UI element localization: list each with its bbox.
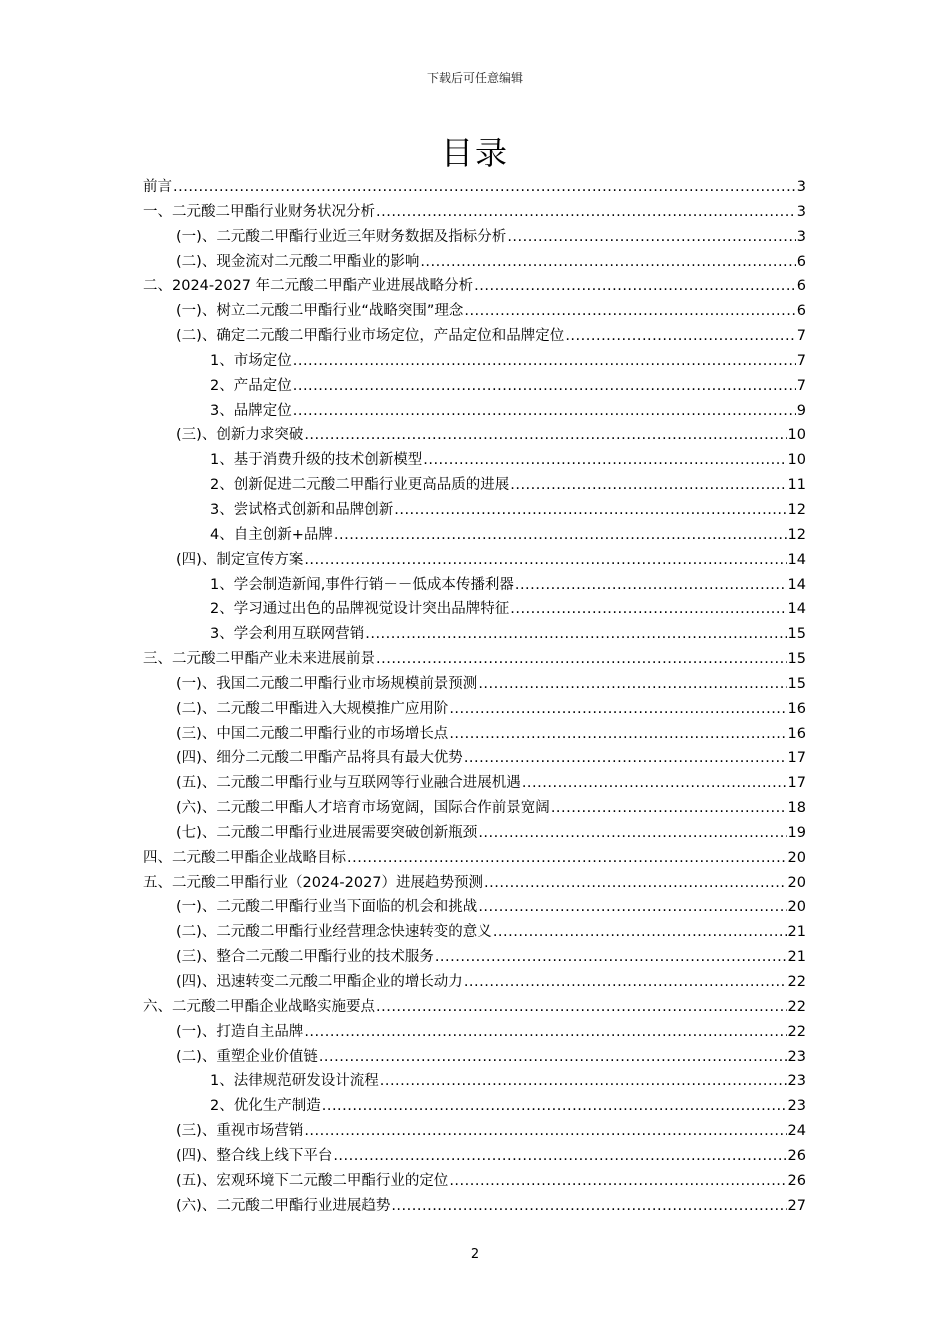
- toc-entry[interactable]: [143, 697, 806, 722]
- toc-entry-page: 22: [787, 998, 806, 1015]
- toc-dot-leader: [304, 1119, 786, 1144]
- toc-entry-page: 15: [787, 626, 806, 643]
- toc-entry-page: 16: [787, 725, 806, 742]
- toc-entry[interactable]: [143, 871, 806, 896]
- toc-entry-page: 6: [796, 303, 806, 320]
- toc-entry[interactable]: [143, 1020, 806, 1045]
- toc-entry-title: (五)、宏观环境下二元酸二甲酯行业的定位: [176, 1172, 449, 1189]
- toc-entry-title: 五、二元酸二甲酯行业（2024-2027）进展趋势预测: [143, 874, 484, 891]
- toc-dot-leader: [507, 225, 795, 250]
- toc-entry-page: 23: [787, 1073, 806, 1090]
- toc-entry[interactable]: [143, 399, 806, 424]
- toc-entry-page: 17: [787, 750, 806, 767]
- toc-entry[interactable]: [143, 846, 806, 871]
- toc-entry-page: 20: [787, 899, 806, 916]
- page-number: 2: [470, 1247, 480, 1262]
- toc-dot-leader: [515, 573, 787, 598]
- toc-entry-page: 19: [787, 824, 806, 841]
- toc-dot-leader: [334, 523, 787, 548]
- toc-dot-leader: [464, 970, 787, 995]
- toc-entry-page: 15: [787, 675, 806, 692]
- toc-entry-title: (三)、重视市场营销: [176, 1123, 304, 1140]
- toc-dot-leader: [304, 1020, 786, 1045]
- toc-dot-leader: [510, 473, 786, 498]
- toc-entry[interactable]: [143, 274, 806, 299]
- toc-entry[interactable]: [143, 1045, 806, 1070]
- toc-dot-leader: [333, 1144, 786, 1169]
- toc-entry-page: 7: [796, 328, 806, 345]
- toc-entry-page: 12: [787, 501, 806, 518]
- toc-entry-title: 3、学会利用互联网营销: [210, 626, 365, 643]
- toc-dot-leader: [474, 274, 796, 299]
- toc-entry-page: 24: [787, 1123, 806, 1140]
- toc-entry-page: 11: [787, 477, 806, 494]
- toc-entry-title: 2、优化生产制造: [210, 1098, 321, 1115]
- toc-dot-leader: [464, 746, 787, 771]
- toc-entry-title: 一、二元酸二甲酯行业财务状况分析: [143, 203, 375, 220]
- toc-entry-page: 17: [787, 775, 806, 792]
- toc-entry-title: 前言: [143, 179, 172, 195]
- toc-entry-page: 20: [787, 874, 806, 891]
- toc-entry[interactable]: [143, 523, 806, 548]
- toc-entry-page: 3: [796, 179, 806, 195]
- toc-entry-page: 23: [787, 1098, 806, 1115]
- toc-entry-title: 4、自主创新+品牌: [210, 526, 333, 543]
- toc-entry[interactable]: [143, 821, 806, 846]
- toc-dot-leader: [435, 945, 787, 970]
- toc-dot-leader: [319, 1045, 787, 1070]
- toc-dot-leader: [322, 1094, 787, 1119]
- toc-dot-leader: [565, 324, 795, 349]
- toc-entry-title: 3、尝试格式创新和品牌创新: [210, 501, 394, 518]
- toc-dot-leader: [304, 548, 786, 573]
- toc-dot-leader: [365, 622, 786, 647]
- toc-entry-title: 三、二元酸二甲酯产业未来进展前景: [143, 651, 375, 668]
- toc-entry-page: 21: [787, 924, 806, 941]
- toc-entry-page: 22: [787, 974, 806, 990]
- toc-entry[interactable]: [143, 771, 806, 796]
- toc-entry-page: 14: [787, 576, 806, 593]
- toc-entry-title: (三)、中国二元酸二甲酯行业的市场增长点: [176, 725, 449, 742]
- toc-entry-title: 2、产品定位: [210, 377, 292, 394]
- toc-entry[interactable]: [143, 622, 806, 647]
- toc-entry-page: 20: [787, 849, 806, 866]
- toc-dot-leader: [449, 1169, 786, 1194]
- toc-entry-title: 四、二元酸二甲酯企业战略目标: [143, 849, 346, 866]
- toc-entry[interactable]: [143, 1169, 806, 1194]
- toc-entry-title: 2、创新促进二元酸二甲酯行业更高品质的进展: [210, 477, 510, 494]
- toc-entry-page: 26: [787, 1147, 806, 1164]
- toc-dot-leader: [173, 175, 796, 200]
- toc-entry-page: 14: [787, 601, 806, 618]
- toc-dot-leader: [304, 423, 786, 448]
- toc-entry[interactable]: [143, 200, 806, 225]
- toc-entry-page: 27: [787, 1197, 806, 1214]
- table-of-contents: [143, 175, 806, 1218]
- toc-entry-title: 二、2024-2027 年二元酸二甲酯产业进展战略分析: [143, 278, 474, 295]
- toc-entry-title: (四)、细分二元酸二甲酯产品将具有最大优势: [176, 750, 463, 767]
- toc-dot-leader: [484, 871, 787, 896]
- toc-dot-leader: [394, 498, 786, 523]
- toc-entry-page: 22: [787, 1023, 806, 1040]
- toc-entry-title: (六)、二元酸二甲酯行业进展趋势: [176, 1197, 391, 1214]
- toc-entry-title: (二)、重塑企业价值链: [176, 1048, 318, 1065]
- toc-entry-title: (一)、树立二元酸二甲酯行业“战略突围”理念: [176, 303, 464, 320]
- toc-dot-leader: [478, 895, 786, 920]
- toc-entry-page: 15: [787, 651, 806, 668]
- toc-entry-title: 六、二元酸二甲酯企业战略实施要点: [143, 998, 375, 1015]
- toc-dot-leader: [449, 697, 786, 722]
- toc-dot-leader: [347, 846, 787, 871]
- toc-entry[interactable]: [143, 175, 806, 200]
- toc-entry-title: (二)、二元酸二甲酯进入大规模推广应用阶: [176, 700, 449, 717]
- toc-entry-page: 7: [796, 377, 806, 394]
- toc-entry[interactable]: [143, 423, 806, 448]
- toc-entry[interactable]: [143, 1094, 806, 1119]
- toc-entry[interactable]: [143, 995, 806, 1020]
- toc-dot-leader: [380, 1069, 787, 1094]
- toc-dot-leader: [510, 597, 786, 622]
- toc-entry-page: 3: [796, 203, 806, 220]
- toc-entry-title: (五)、二元酸二甲酯行业与互联网等行业融合进展机遇: [176, 775, 521, 792]
- toc-entry-title: 1、学会制造新闻,事件行销－－低成本传播利器: [210, 576, 514, 593]
- toc-entry-title: (三)、创新力求突破: [176, 427, 304, 444]
- toc-entry[interactable]: [143, 945, 806, 970]
- toc-entry-title: (一)、打造自主品牌: [176, 1023, 304, 1040]
- toc-entry[interactable]: [143, 1144, 806, 1169]
- toc-entry-page: 10: [787, 427, 806, 444]
- toc-entry-page: 6: [796, 253, 806, 270]
- toc-entry[interactable]: [143, 250, 806, 275]
- toc-entry[interactable]: [143, 920, 806, 945]
- toc-entry-page: 10: [787, 452, 806, 469]
- header-note: 下载后可任意编辑: [426, 71, 523, 85]
- toc-entry-page: 9: [796, 402, 806, 419]
- toc-entry[interactable]: [143, 374, 806, 399]
- toc-entry-title: (七)、二元酸二甲酯行业进展需要突破创新瓶颈: [176, 824, 478, 841]
- toc-entry-page: 26: [787, 1172, 806, 1189]
- toc-entry[interactable]: [143, 225, 806, 250]
- toc-entry-title: (四)、迅速转变二元酸二甲酯企业的增长动力: [176, 974, 463, 990]
- toc-dot-leader: [376, 647, 787, 672]
- toc-entry[interactable]: [143, 647, 806, 672]
- toc-entry[interactable]: [143, 895, 806, 920]
- toc-dot-leader: [293, 374, 796, 399]
- toc-entry-page: 3: [796, 228, 806, 245]
- toc-entry-title: (三)、整合二元酸二甲酯行业的技术服务: [176, 949, 434, 966]
- toc-entry-page: 21: [787, 949, 806, 966]
- toc-entry-title: 2、学习通过出色的品牌视觉设计突出品牌特征: [210, 601, 510, 618]
- toc-entry-title: (一)、二元酸二甲酯行业近三年财务数据及指标分析: [176, 228, 507, 245]
- toc-entry[interactable]: [143, 299, 806, 324]
- toc-entry-title: (一)、二元酸二甲酯行业当下面临的机会和挑战: [176, 899, 478, 916]
- toc-dot-leader: [423, 448, 786, 473]
- toc-entry-title: 1、基于消费升级的技术创新模型: [210, 452, 423, 469]
- toc-dot-leader: [449, 722, 786, 747]
- toc-entry-title: (二)、二元酸二甲酯行业经营理念快速转变的意义: [176, 924, 492, 941]
- toc-entry[interactable]: [143, 672, 806, 697]
- toc-entry-title: (六)、二元酸二甲酯人才培育市场宽阔，国际合作前景宽阔: [176, 800, 550, 817]
- toc-entry[interactable]: [143, 473, 806, 498]
- toc-entry[interactable]: [143, 722, 806, 747]
- toc-entry[interactable]: [143, 573, 806, 598]
- toc-entry-page: 23: [787, 1048, 806, 1065]
- toc-entry-page: 7: [796, 352, 806, 369]
- toc-entry-title: 1、法律规范研发设计流程: [210, 1073, 379, 1090]
- toc-entry-page: 18: [787, 800, 806, 817]
- toc-entry-page: 6: [796, 278, 806, 295]
- toc-dot-leader: [551, 796, 787, 821]
- toc-dot-leader: [376, 200, 796, 225]
- toc-entry[interactable]: [143, 597, 806, 622]
- toc-dot-leader: [478, 672, 786, 697]
- toc-entry[interactable]: [143, 448, 806, 473]
- toc-entry[interactable]: [143, 349, 806, 374]
- toc-dot-leader: [293, 399, 796, 424]
- toc-title: 目录: [440, 134, 509, 172]
- toc-dot-leader: [420, 250, 795, 275]
- toc-dot-leader: [293, 349, 796, 374]
- toc-entry-title: (一)、我国二元酸二甲酯行业市场规模前景预测: [176, 675, 478, 692]
- toc-entry-page: 12: [787, 526, 806, 543]
- toc-entry[interactable]: [143, 970, 806, 995]
- toc-dot-leader: [522, 771, 787, 796]
- toc-dot-leader: [391, 1194, 786, 1219]
- toc-entry-page: 14: [787, 551, 806, 568]
- toc-dot-leader: [478, 821, 786, 846]
- toc-entry[interactable]: [143, 324, 806, 349]
- toc-entry[interactable]: [143, 1119, 806, 1144]
- toc-dot-leader: [464, 299, 795, 324]
- toc-entry-title: (四)、整合线上线下平台: [176, 1147, 333, 1164]
- toc-entry-title: (二)、确定二元酸二甲酯行业市场定位，产品定位和品牌定位: [176, 328, 565, 345]
- toc-entry[interactable]: [143, 498, 806, 523]
- toc-entry[interactable]: [143, 796, 806, 821]
- toc-dot-leader: [376, 995, 787, 1020]
- toc-entry-title: 1、市场定位: [210, 352, 292, 369]
- toc-entry-title: (四)、制定宣传方案: [176, 551, 304, 568]
- toc-entry[interactable]: [143, 548, 806, 573]
- toc-entry-title: 3、品牌定位: [210, 402, 292, 419]
- toc-dot-leader: [493, 920, 787, 945]
- toc-entry-title: (二)、现金流对二元酸二甲酯业的影响: [176, 253, 420, 270]
- toc-entry[interactable]: [143, 746, 806, 771]
- toc-entry[interactable]: [143, 1194, 806, 1219]
- toc-entry-page: 16: [787, 700, 806, 717]
- toc-entry[interactable]: [143, 1069, 806, 1094]
